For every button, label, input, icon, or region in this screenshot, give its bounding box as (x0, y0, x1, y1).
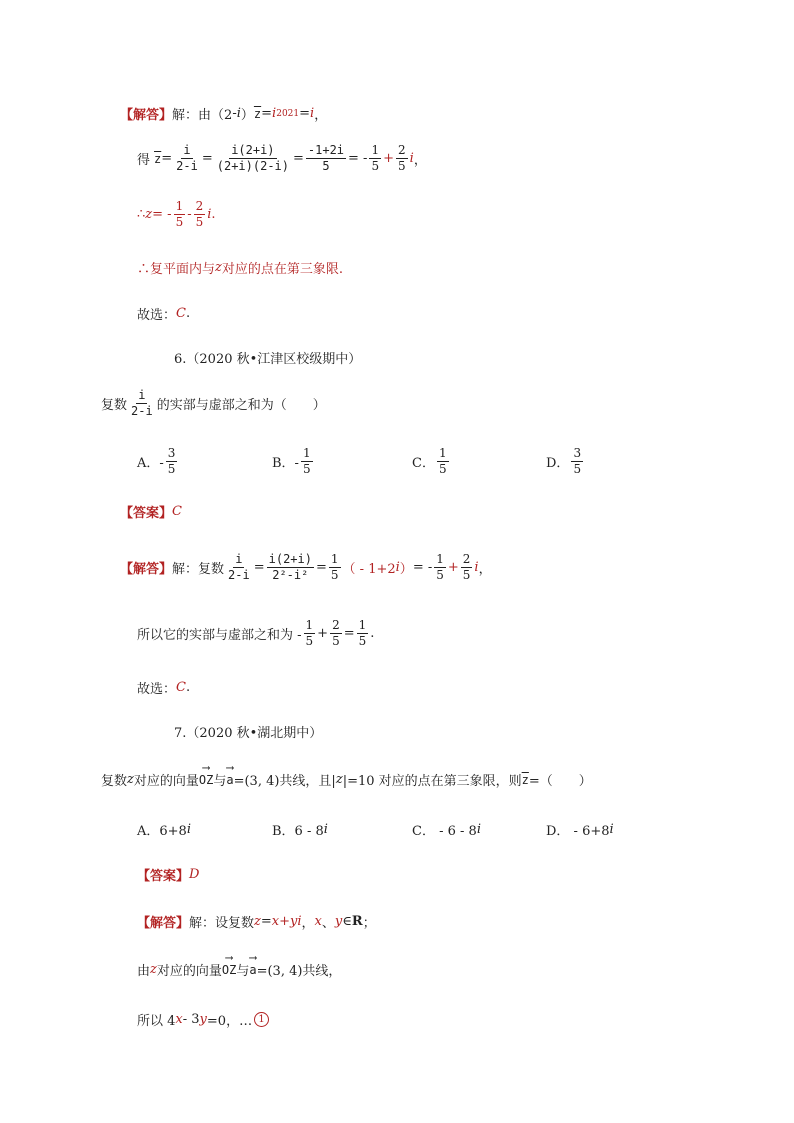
fraction: $\frac{1}{5}$ (305, 618, 314, 648)
q7-solution-line2: 由 z 对应的向量 ⟶ OZ 与 ⟶ a =(3, 4)共线， (137, 960, 341, 979)
q6-option-d: D． $\frac{3}{5}$ (546, 446, 582, 476)
q6-option-b: B．- $\frac{1}{5}$ (272, 446, 311, 476)
q6-choose-line: 故选： C . (137, 680, 191, 697)
fraction: $\frac{1}{5}$ (371, 143, 380, 173)
circled-number-icon: 1 (254, 1012, 269, 1027)
q6-option-c: C． $\frac{1}{5}$ (412, 446, 447, 476)
fraction: $\frac{i}{2-i}$ (228, 552, 250, 582)
jieda-label: 【解答】 (120, 108, 173, 123)
q7-option-b: B．6 - 8 i (272, 822, 328, 839)
fraction: $\frac{2}{5}$ (462, 552, 471, 582)
q6-solution-line2: 所以它的实部与虚部之和为 - $\frac{1}{5}$ + $\frac{2}{5}$ = $\frac{1}{5}$ . (137, 618, 375, 648)
fraction: $\frac{2}{5}$ (332, 618, 340, 648)
p5-solution-line3: ∴ z = - $\frac{1}{5}$ - $\frac{2}{5}$ i . (137, 199, 216, 229)
fraction: $\frac{1}{5}$ (358, 618, 367, 648)
q7-solution-line3: 所以 4 x - 3 y =0，… 1 (137, 1010, 269, 1029)
p5-solution-line4: ∴复平面内与 z 对应的点在第三象限. (137, 260, 344, 277)
fraction: $\frac{i}{2-i}$ (176, 143, 198, 173)
fraction: $\frac{1}{5}$ (175, 199, 184, 229)
q6-option-a: A．- $\frac{3}{5}$ (137, 446, 176, 476)
fraction: $\frac{3}{5}$ (573, 446, 582, 476)
p5-solution-line2: 得 $\overline{z}$ = $\frac{i}{2-i}$ = $\frac{i(2+i)}{(2+i)(2-i)}$ = $\frac{-1+2i}{5}$ = - $\frac{1}{5}$ + $\frac{2}{5}$ i ， (137, 143, 427, 173)
fraction: $\frac{1}{5}$ (438, 446, 447, 476)
fraction: $\frac{2}{5}$ (195, 199, 204, 229)
fraction: $\frac{1}{5}$ (330, 552, 339, 582)
q7-option-c: C． - 6 - 8 i (412, 822, 481, 839)
fraction: $\frac{3}{5}$ (167, 446, 176, 476)
q7-stem: 复数 z 对应的向量 ⟶ OZ 与 ⟶ a =(3, 4)共线，且| z |=10 对应的点在第三象限，则 $\overline{z}$ =（ ） (101, 770, 592, 789)
vector-oz: ⟶ OZ (222, 963, 236, 977)
fraction: $\frac{i}{2-i}$ (131, 388, 153, 418)
fraction: $\frac{i(2+i)}{\text{2²-i²}}$ (268, 552, 312, 582)
p5-solution-line1: 【解答】 解： 由（2 - i ） $\overline{z}$ = i 2021 = i ， (120, 106, 328, 123)
q7-number: 7.（2020 秋•湖北期中） (174, 726, 323, 741)
fraction: $\frac{1}{5}$ (436, 552, 444, 582)
fraction: $\frac{1}{5}$ (302, 446, 311, 476)
q6-stem: 复数 $\frac{i}{2-i}$ 的实部与虚部之和为（ ） (101, 388, 326, 418)
q6-number: 6.（2020 秋•江津区校级期中） (174, 352, 362, 367)
q7-option-d: D． - 6+8 i (546, 822, 614, 839)
q7-option-a: A．6+8 i (137, 822, 191, 839)
vector-a: ⟶ a (226, 773, 233, 787)
q6-answer: 【答案】 C (120, 504, 182, 521)
q6-solution-line1: 【解答】 解：复数 $\frac{i}{2-i}$ = $\frac{i(2+i)}{\text{2²-i²}}$ = $\frac{1}{5}$ （ - 1+2 i ） = - $\frac{1}{5}$ + $\frac{2}{5}$ i ， (120, 552, 492, 582)
fraction: $\frac{-1+2i}{5}$ (307, 143, 345, 173)
p5-choose-line: 故选： C . (137, 306, 191, 323)
q7-answer: 【答案】 D (137, 867, 200, 884)
vector-a: ⟶ a (249, 963, 256, 977)
q7-solution-line1: 【解答】 解：设复数 z = x+yi ， x 、 y ∈ R ； (137, 914, 376, 931)
fraction: $\frac{2}{5}$ (398, 143, 406, 173)
vector-oz: ⟶ OZ (199, 773, 213, 787)
fraction: $\frac{i(2+i)}{(2+i)(2-i)}$ (216, 143, 289, 173)
